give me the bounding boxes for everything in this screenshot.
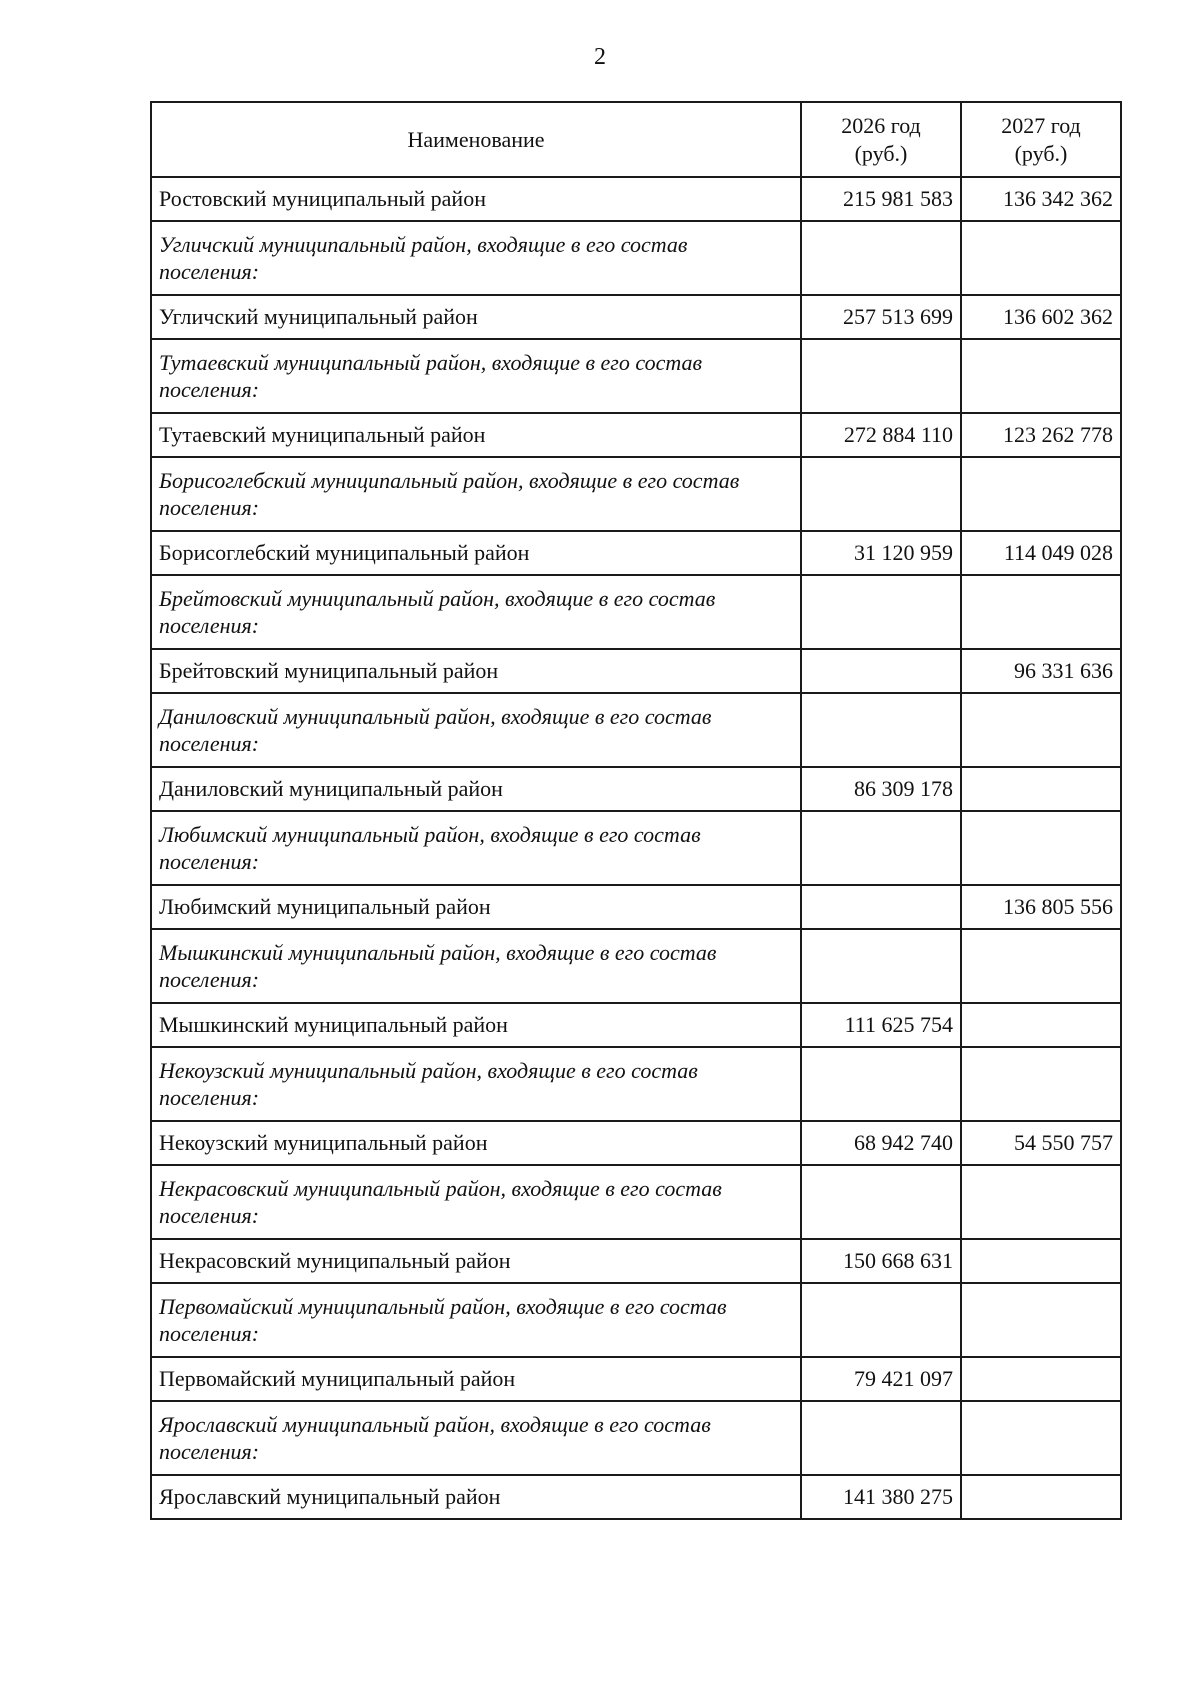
row-value-2027: 136 602 362 [961, 295, 1121, 339]
table-row [151, 1121, 1121, 1165]
table-row [151, 767, 1121, 811]
header-2026-unit: (руб.) [854, 140, 908, 166]
row-value-2026: 31 120 959 [801, 531, 961, 575]
row-value-2026 [801, 339, 961, 413]
row-value-2027 [961, 1283, 1121, 1357]
row-value-2026 [801, 1283, 961, 1357]
row-value-2026: 272 884 110 [801, 413, 961, 457]
table-row [151, 693, 1121, 767]
row-value-2027 [961, 457, 1121, 531]
row-value-2026: 215 981 583 [801, 177, 961, 221]
row-value-2027 [961, 1239, 1121, 1283]
row-name: Даниловский муниципальный район, входящие в его состав поселения: [151, 693, 801, 767]
table-row [151, 221, 1121, 295]
row-name: Некрасовский муниципальный район, входящие в его состав поселения: [151, 1165, 801, 1239]
row-value-2027: 136 342 362 [961, 177, 1121, 221]
row-value-2027 [961, 339, 1121, 413]
table-row [151, 1357, 1121, 1401]
row-value-2026: 141 380 275 [801, 1475, 961, 1519]
table-body [151, 177, 1121, 1519]
row-value-2027 [961, 1165, 1121, 1239]
row-name: Ростовский муниципальный район [151, 177, 801, 221]
table-row [151, 177, 1121, 221]
table-row [151, 1003, 1121, 1047]
row-value-2026: 257 513 699 [801, 295, 961, 339]
table-row [151, 1047, 1121, 1121]
row-value-2027 [961, 929, 1121, 1003]
row-value-2027 [961, 1003, 1121, 1047]
row-value-2026 [801, 1165, 961, 1239]
row-name: Тутаевский муниципальный район [151, 413, 801, 457]
header-2027-year: 2027 год [1001, 112, 1081, 138]
row-name: Любимский муниципальный район [151, 885, 801, 929]
row-name: Первомайский муниципальный район [151, 1357, 801, 1401]
row-value-2026 [801, 1401, 961, 1475]
row-name: Любимский муниципальный район, входящие в его состав поселения: [151, 811, 801, 885]
table-row [151, 575, 1121, 649]
row-value-2027: 136 805 556 [961, 885, 1121, 929]
table-row [151, 811, 1121, 885]
row-name: Угличский муниципальный район [151, 295, 801, 339]
row-value-2026: 86 309 178 [801, 767, 961, 811]
row-name: Мышкинский муниципальный район, входящие в его состав поселения: [151, 929, 801, 1003]
budget-table [150, 101, 1122, 1520]
row-name: Некрасовский муниципальный район [151, 1239, 801, 1283]
table-row [151, 457, 1121, 531]
row-value-2026: 79 421 097 [801, 1357, 961, 1401]
page-number: 2 [594, 44, 606, 70]
header-name: Наименование [151, 102, 801, 177]
row-name: Тутаевский муниципальный район, входящие в его состав поселения: [151, 339, 801, 413]
table-row [151, 649, 1121, 693]
row-value-2027 [961, 693, 1121, 767]
row-value-2026 [801, 885, 961, 929]
table-header-row [151, 102, 1121, 177]
row-value-2027: 114 049 028 [961, 531, 1121, 575]
row-name: Борисоглебский муниципальный район [151, 531, 801, 575]
row-value-2026 [801, 1047, 961, 1121]
row-value-2026: 150 668 631 [801, 1239, 961, 1283]
table-row [151, 339, 1121, 413]
row-value-2027 [961, 767, 1121, 811]
table-row [151, 295, 1121, 339]
row-value-2027: 54 550 757 [961, 1121, 1121, 1165]
row-name: Даниловский муниципальный район [151, 767, 801, 811]
header-2027 [961, 102, 1121, 177]
table-row [151, 1401, 1121, 1475]
row-name: Ярославский муниципальный район [151, 1475, 801, 1519]
row-value-2026: 111 625 754 [801, 1003, 961, 1047]
row-name: Брейтовский муниципальный район, входящие в его состав поселения: [151, 575, 801, 649]
row-value-2026: 68 942 740 [801, 1121, 961, 1165]
table-row [151, 885, 1121, 929]
row-value-2026 [801, 649, 961, 693]
row-name: Ярославский муниципальный район, входящие в его состав поселения: [151, 1401, 801, 1475]
table-row [151, 929, 1121, 1003]
table-row [151, 1165, 1121, 1239]
row-value-2027 [961, 575, 1121, 649]
row-value-2027 [961, 1357, 1121, 1401]
row-value-2027 [961, 811, 1121, 885]
header-2026 [801, 102, 961, 177]
header-2027-unit: (руб.) [1014, 140, 1068, 166]
table-row [151, 413, 1121, 457]
table-row [151, 1239, 1121, 1283]
row-value-2026 [801, 693, 961, 767]
row-name: Борисоглебский муниципальный район, входящие в его состав поселения: [151, 457, 801, 531]
row-value-2026 [801, 221, 961, 295]
header-2026-year: 2026 год [841, 112, 921, 138]
row-value-2026 [801, 811, 961, 885]
row-value-2027: 123 262 778 [961, 413, 1121, 457]
row-value-2027 [961, 1475, 1121, 1519]
row-name: Некоузский муниципальный район [151, 1121, 801, 1165]
row-value-2027: 96 331 636 [961, 649, 1121, 693]
row-value-2026 [801, 457, 961, 531]
table-row [151, 1283, 1121, 1357]
row-value-2027 [961, 1401, 1121, 1475]
row-name: Первомайский муниципальный район, входящие в его состав поселения: [151, 1283, 801, 1357]
row-name: Угличский муниципальный район, входящие в его состав поселения: [151, 221, 801, 295]
row-value-2027 [961, 1047, 1121, 1121]
row-name: Брейтовский муниципальный район [151, 649, 801, 693]
row-value-2026 [801, 575, 961, 649]
row-name: Мышкинский муниципальный район [151, 1003, 801, 1047]
row-name: Некоузский муниципальный район, входящие в его состав поселения: [151, 1047, 801, 1121]
table-row [151, 1475, 1121, 1519]
table-row [151, 531, 1121, 575]
row-value-2027 [961, 221, 1121, 295]
row-value-2026 [801, 929, 961, 1003]
